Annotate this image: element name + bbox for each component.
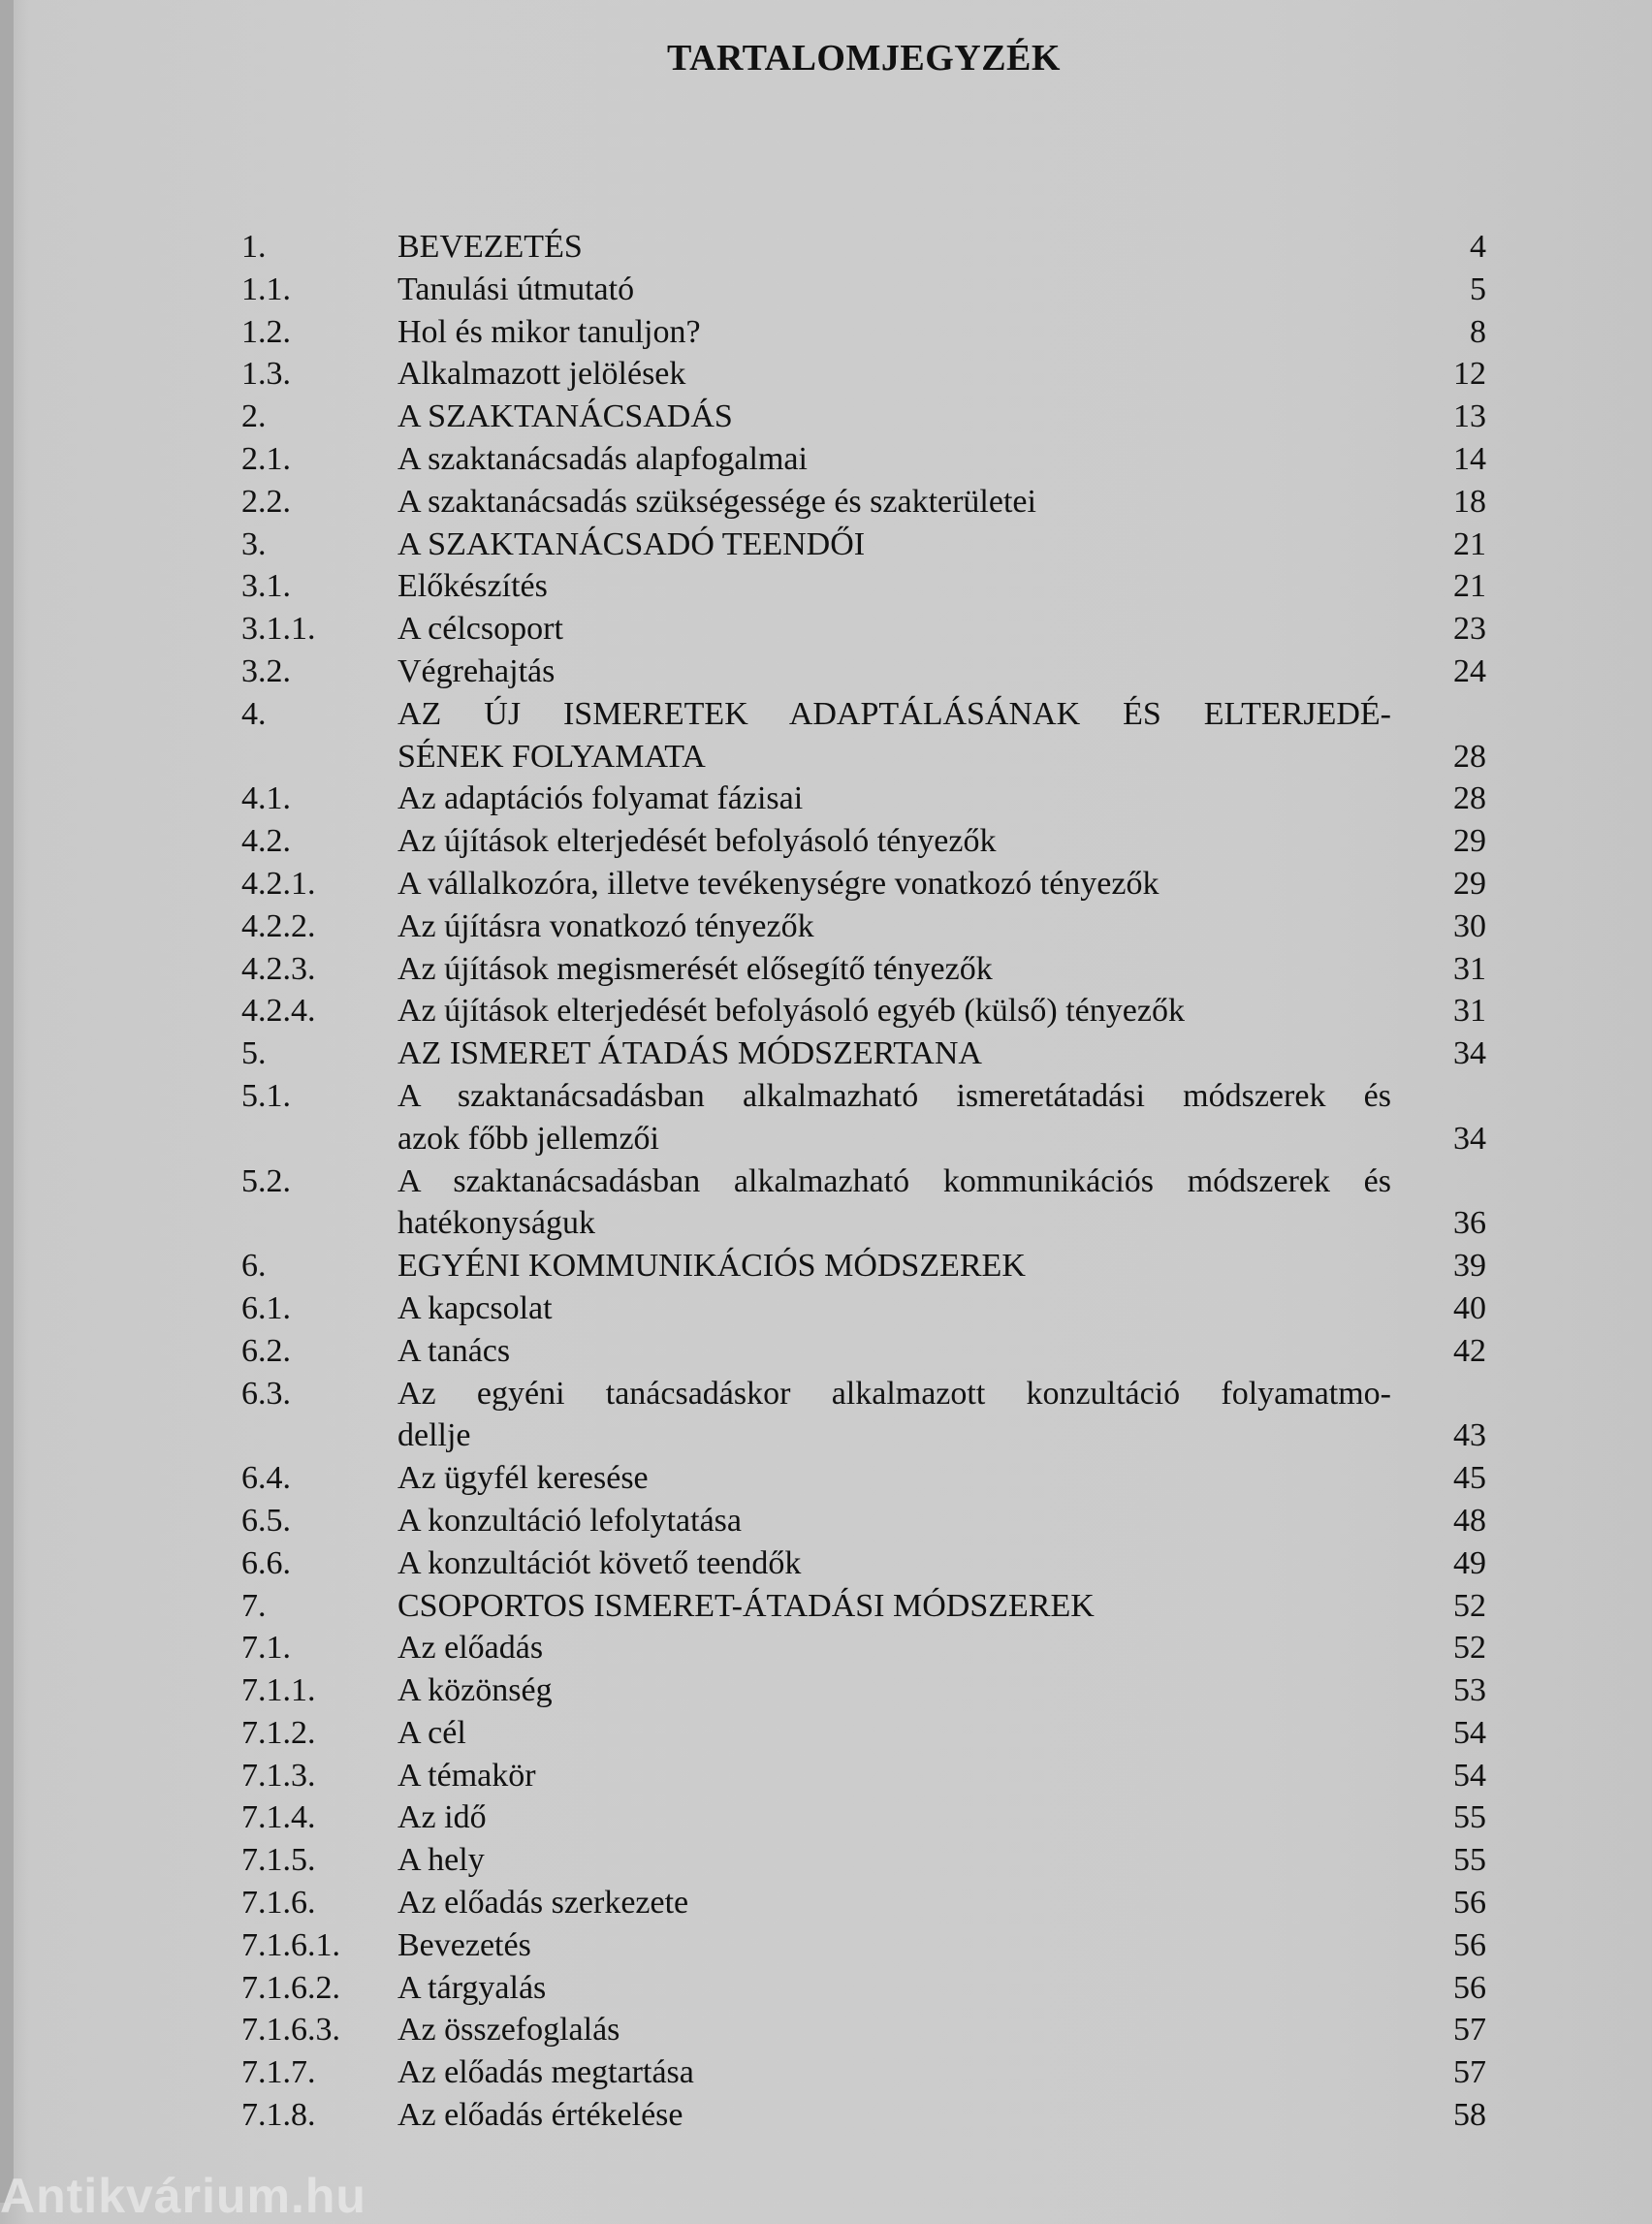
section-number: 4.1. (241, 780, 291, 817)
toc-entry (241, 948, 1492, 991)
section-title: A kapcsolat (397, 1289, 553, 1326)
section-title: Az idő (397, 1799, 487, 1836)
section-title: Bevezetés (397, 1926, 531, 1963)
toc-entry (241, 1033, 1492, 1075)
section-title: A tanács (397, 1332, 511, 1369)
section-title: Az adaptációs folyamat fázisai (397, 780, 804, 817)
section-number: 7.1.2. (241, 1714, 316, 1751)
section-title: azok főbb jellemzői (397, 1120, 660, 1157)
section-title: A SZAKTANÁCSADÓ TEENDŐI (397, 525, 866, 562)
toc-entry (241, 396, 1492, 438)
section-number: 4.2.3. (241, 950, 316, 987)
page-number: 31 (1453, 993, 1486, 1030)
toc-entry (241, 226, 1492, 269)
page-number: 57 (1453, 2054, 1486, 2091)
page-number: 14 (1453, 440, 1486, 477)
section-number: 7.1.4. (241, 1799, 316, 1836)
watermark: Antikvárium.hu (0, 2169, 366, 2223)
section-number: 3.1.1. (241, 611, 316, 648)
section-number: 6.3. (241, 1375, 291, 1412)
section-title: A vállalkozóra, illetve tevékenységre vonatkozó tényezők (397, 865, 1160, 902)
section-number: 7.1.8. (241, 2097, 316, 2134)
section-number: 7.1.6.1. (241, 1926, 340, 1963)
section-title: A szaktanácsadás szükségessége és szakterületei (397, 483, 1036, 520)
section-number: 5.2. (241, 1162, 291, 1199)
page-number: 55 (1453, 1842, 1486, 1879)
section-number: 1.1. (241, 270, 291, 307)
section-number: 7.1.3. (241, 1757, 316, 1794)
page-number: 29 (1453, 865, 1486, 902)
page-number: 13 (1453, 398, 1486, 435)
section-title: Az összefoglalás (397, 2012, 620, 2049)
page-number: 21 (1453, 525, 1486, 562)
section-number: 6.6. (241, 1544, 291, 1581)
toc-entry (241, 481, 1492, 524)
section-number: 3. (241, 525, 267, 562)
toc-entry (241, 438, 1492, 481)
page-number: 34 (1453, 1120, 1486, 1157)
page-number: 18 (1453, 483, 1486, 520)
section-title: Az újítások elterjedését befolyásoló egyéb (külső) tényezők (397, 993, 1185, 1030)
section-title: A tárgyalás (397, 1969, 547, 2006)
section-title: A szaktanácsadásban alkalmazható ismeretátadási módszerek és (397, 1077, 1391, 1114)
section-title: Az előadás szerkezete (397, 1885, 689, 1922)
page-number: 45 (1453, 1460, 1486, 1497)
section-number: 5. (241, 1035, 267, 1072)
section-title: Az előadás (397, 1630, 544, 1667)
section-title: A SZAKTANÁCSADÁS (397, 398, 733, 435)
page-number: 57 (1453, 2012, 1486, 2049)
toc-entry (241, 1924, 1492, 1967)
page-number: 53 (1453, 1672, 1486, 1709)
toc-entry (241, 353, 1492, 396)
toc-entry (241, 2051, 1492, 2094)
section-title: Az újítások elterjedését befolyásoló tényezők (397, 823, 997, 860)
toc-entry (241, 990, 1492, 1033)
toc-entry (241, 565, 1492, 608)
toc-entry (241, 1755, 1492, 1797)
toc-entry (241, 1882, 1492, 1924)
page-number: 49 (1453, 1544, 1486, 1581)
toc-entry (241, 2009, 1492, 2051)
page-number: 28 (1453, 738, 1486, 775)
section-title: Az újítások megismerését elősegítő tényezők (397, 950, 993, 987)
toc-entry (241, 1796, 1492, 1839)
section-title: Az újításra vonatkozó tényezők (397, 907, 814, 944)
section-title: Az egyéni tanácsadáskor alkalmazott konzultáció folyamatmo- (397, 1375, 1391, 1412)
section-number: 4.2. (241, 823, 291, 860)
page-number: 30 (1453, 907, 1486, 944)
section-number: 6.2. (241, 1332, 291, 1369)
toc-entry-continuation (241, 1118, 1492, 1160)
section-title: dellje (397, 1417, 471, 1454)
section-number: 6.1. (241, 1289, 291, 1326)
toc-entry-continuation (241, 736, 1492, 778)
toc-entry (241, 693, 1492, 736)
section-number: 7.1.7. (241, 2054, 316, 2091)
section-number: 5.1. (241, 1077, 291, 1114)
page-number: 42 (1453, 1332, 1486, 1369)
toc-entry (241, 863, 1492, 905)
section-number: 7.1.6.3. (241, 2012, 340, 2049)
table-of-contents (241, 226, 1492, 2137)
toc-entry (241, 269, 1492, 311)
page-number: 56 (1453, 1885, 1486, 1922)
section-number: 3.1. (241, 568, 291, 605)
page-number: 29 (1453, 823, 1486, 860)
toc-entry (241, 608, 1492, 651)
page-number: 12 (1453, 356, 1486, 393)
section-number: 7.1.6. (241, 1885, 316, 1922)
page-number: 23 (1453, 611, 1486, 648)
toc-entry (241, 1330, 1492, 1373)
section-number: 2.2. (241, 483, 291, 520)
page-number: 5 (1470, 270, 1486, 307)
section-title: Alkalmazott jelölések (397, 356, 686, 393)
toc-entry (241, 1542, 1492, 1585)
toc-entry (241, 1457, 1492, 1500)
page-number: 21 (1453, 568, 1486, 605)
toc-entry-continuation (241, 1414, 1492, 1457)
toc-entry (241, 905, 1492, 948)
section-title: CSOPORTOS ISMERET-ÁTADÁSI MÓDSZEREK (397, 1587, 1095, 1624)
section-title: BEVEZETÉS (397, 229, 583, 265)
section-title: A konzultáció lefolytatása (397, 1502, 742, 1539)
page-number: 8 (1470, 313, 1486, 350)
toc-entry (241, 1287, 1492, 1330)
section-title: SÉNEK FOLYAMATA (397, 738, 706, 775)
toc-entry (241, 2094, 1492, 2137)
toc-entry (241, 1160, 1492, 1203)
section-number: 6.4. (241, 1460, 291, 1497)
toc-entry (241, 1967, 1492, 2010)
page-number: 4 (1470, 229, 1486, 265)
section-number: 7.1.6.2. (241, 1969, 340, 2006)
page-number: 54 (1453, 1757, 1486, 1794)
section-title: EGYÉNI KOMMUNIKÁCIÓS MÓDSZEREK (397, 1248, 1026, 1285)
toc-entry (241, 651, 1492, 693)
section-number: 7.1.1. (241, 1672, 316, 1709)
section-title: AZ ISMERET ÁTADÁS MÓDSZERTANA (397, 1035, 982, 1072)
page-number: 43 (1453, 1417, 1486, 1454)
page-number: 56 (1453, 1969, 1486, 2006)
page-number: 31 (1453, 950, 1486, 987)
section-title: A témakör (397, 1757, 536, 1794)
toc-entry (241, 524, 1492, 566)
section-number: 7.1. (241, 1630, 291, 1667)
section-title: Az ügyfél keresése (397, 1460, 649, 1497)
page-number: 58 (1453, 2097, 1486, 2134)
section-title: AZ ÚJ ISMERETEK ADAPTÁLÁSÁNAK ÉS ELTERJEDÉ- (397, 695, 1391, 732)
section-number: 7.1.5. (241, 1842, 316, 1879)
page-number: 56 (1453, 1926, 1486, 1963)
toc-entry (241, 1839, 1492, 1882)
section-number: 4.2.4. (241, 993, 316, 1030)
toc-entry (241, 1500, 1492, 1542)
toc-entry (241, 311, 1492, 354)
section-title: A közönség (397, 1672, 553, 1709)
section-title: A konzultációt követő teendők (397, 1544, 802, 1581)
section-number: 4. (241, 695, 267, 732)
toc-entry (241, 1669, 1492, 1712)
section-number: 7. (241, 1587, 267, 1624)
page-number: 34 (1453, 1035, 1486, 1072)
page-number: 52 (1453, 1630, 1486, 1667)
section-number: 6. (241, 1248, 267, 1285)
section-title: Végrehajtás (397, 652, 556, 689)
page-number: 48 (1453, 1502, 1486, 1539)
section-number: 1.2. (241, 313, 291, 350)
section-title: hatékonyságuk (397, 1205, 595, 1242)
section-number: 2. (241, 398, 267, 435)
page-number: 24 (1453, 652, 1486, 689)
section-title: A célcsoport (397, 611, 563, 648)
toc-entry (241, 1245, 1492, 1287)
toc-entry (241, 1373, 1492, 1415)
section-number: 4.2.1. (241, 865, 316, 902)
section-number: 6.5. (241, 1502, 291, 1539)
section-number: 1. (241, 229, 267, 265)
section-number: 4.2.2. (241, 907, 316, 944)
page-number: 39 (1453, 1248, 1486, 1285)
page-number: 36 (1453, 1205, 1486, 1242)
section-title: A cél (397, 1714, 466, 1751)
section-title: Hol és mikor tanuljon? (397, 313, 701, 350)
section-number: 1.3. (241, 356, 291, 393)
page-number: 55 (1453, 1799, 1486, 1836)
section-title: Az előadás megtartása (397, 2054, 694, 2091)
section-title: A szaktanácsadás alapfogalmai (397, 440, 808, 477)
section-title: Előkészítés (397, 568, 548, 605)
page-number: 40 (1453, 1289, 1486, 1326)
section-number: 3.2. (241, 652, 291, 689)
page-number: 52 (1453, 1587, 1486, 1624)
toc-entry (241, 1075, 1492, 1118)
page-edge (0, 0, 14, 2203)
section-number: 2.1. (241, 440, 291, 477)
toc-entry (241, 1585, 1492, 1628)
toc-entry (241, 1627, 1492, 1669)
page-number: 28 (1453, 780, 1486, 817)
section-title: A hely (397, 1842, 485, 1879)
page-title: TARTALOMJEGYZÉK (667, 38, 1061, 79)
section-title: Az előadás értékelése (397, 2097, 683, 2134)
page-number: 54 (1453, 1714, 1486, 1751)
toc-entry (241, 1712, 1492, 1755)
toc-entry (241, 820, 1492, 863)
section-title: A szaktanácsadásban alkalmazható kommunikációs módszerek és (397, 1162, 1391, 1199)
section-title: Tanulási útmutató (397, 270, 635, 307)
toc-entry (241, 778, 1492, 820)
toc-entry-continuation (241, 1202, 1492, 1245)
